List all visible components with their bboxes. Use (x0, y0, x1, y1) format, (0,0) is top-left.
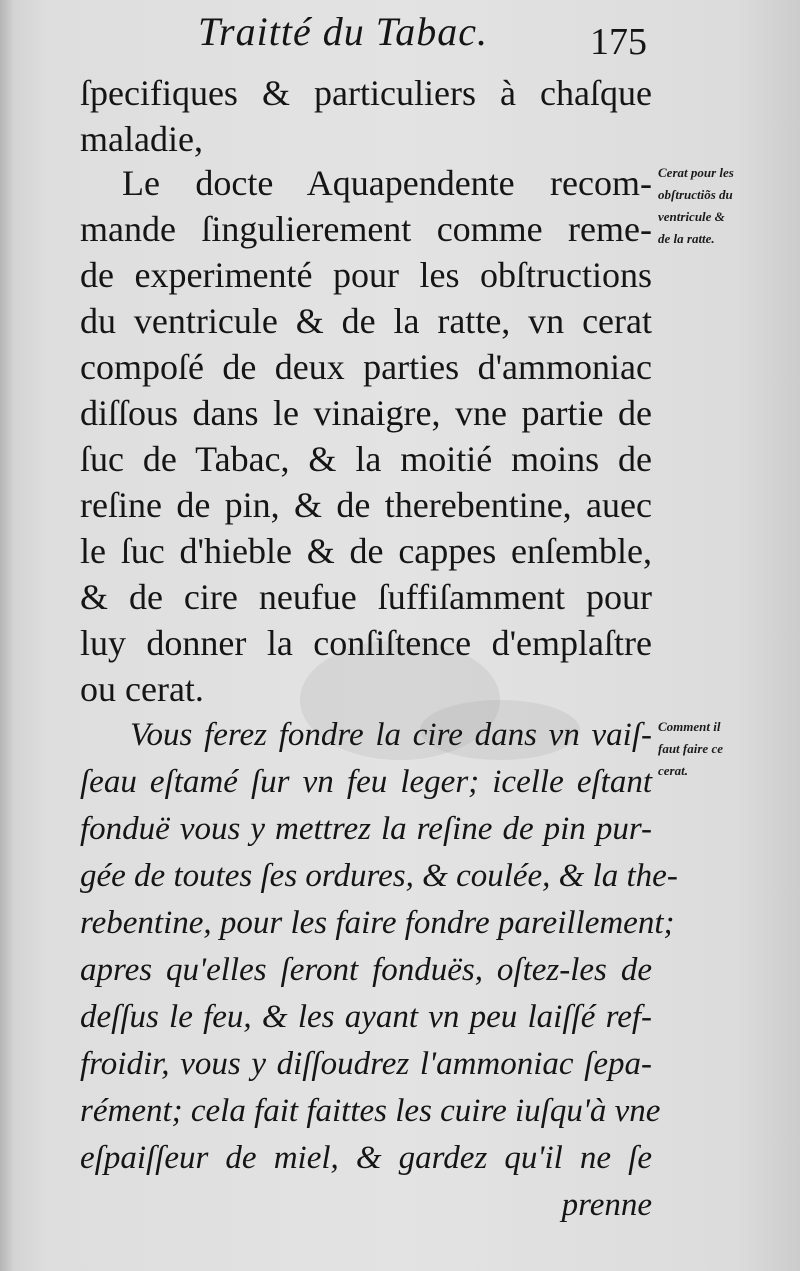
text-line: apres qu'elles ſeront fonduës, oſtez-les de (80, 952, 652, 988)
text-line: du ventricule & de la ratte, vn cerat (80, 301, 652, 341)
text-line: fonduë vous y mettrez la reſine de pin pur- (80, 811, 652, 847)
text-line: ſpecifiques & particuliers à chaſque (80, 73, 652, 113)
text-line: Vous ferez fondre la cire dans vn vaiſ- (130, 717, 652, 753)
paragraph-continuation (80, 70, 652, 162)
text-line: mande ſingulierement comme reme- (80, 209, 652, 249)
margin-note-cerat-purpose (658, 162, 788, 250)
text-line: luy donner la conſiſtence d'emplaſtre (80, 623, 652, 663)
text-line: Le docte Aquapendente recom- (122, 163, 652, 203)
text-line: ou cerat. (80, 669, 204, 709)
running-title: Traitté du Tabac. (198, 9, 489, 54)
gutter-shadow (0, 0, 14, 1271)
text-line: rément; cela fait faittes les cuire iuſqu'à vne (80, 1093, 661, 1129)
text-line: diſſous dans le vinaigre, vne partie de (80, 393, 652, 433)
text-line: ſeau eſtamé ſur vn feu leger; icelle eſtant (80, 764, 652, 800)
page-number: 175 (590, 21, 647, 63)
margin-note-line: ventricule & (658, 209, 725, 224)
text-line: deſſus le feu, & les ayant vn peu laiſſé ref- (80, 999, 652, 1035)
margin-note-line: Cerat pour les (658, 165, 734, 180)
margin-note-line: de la ratte. (658, 231, 715, 246)
margin-note-line: cerat. (658, 763, 688, 778)
margin-note-line: obſtructiõs du (658, 187, 733, 202)
paragraph-aquapendente (80, 160, 652, 712)
text-line: ſuc de Tabac, & la moitié moins de (80, 439, 652, 479)
text-line: froidir, vous y diſſoudrez l'ammoniac ſepa- (80, 1046, 652, 1082)
text-line: reſine de pin, & de therebentine, auec (80, 485, 652, 525)
margin-note-line: faut faire ce (658, 741, 723, 756)
margin-note-line: Comment il (658, 719, 721, 734)
text-line: maladie, (80, 119, 203, 159)
text-line: rebentine, pour les faire fondre pareillement; (80, 905, 675, 941)
margin-note-how-to-make (658, 716, 788, 782)
text-line: le ſuc d'hieble & de cappes enſemble, (80, 531, 652, 571)
text-line: compoſé de deux parties d'ammoniac (80, 347, 652, 387)
catchword: prenne (561, 1187, 652, 1223)
text-line: de experimenté pour les obſtructions (80, 255, 652, 295)
text-line: gée de toutes ſes ordures, & coulée, & la the- (80, 858, 678, 894)
text-line: & de cire neufue ſuffiſamment pour (80, 577, 652, 617)
text-line: eſpaiſſeur de miel, & gardez qu'il ne ſe (80, 1140, 652, 1176)
